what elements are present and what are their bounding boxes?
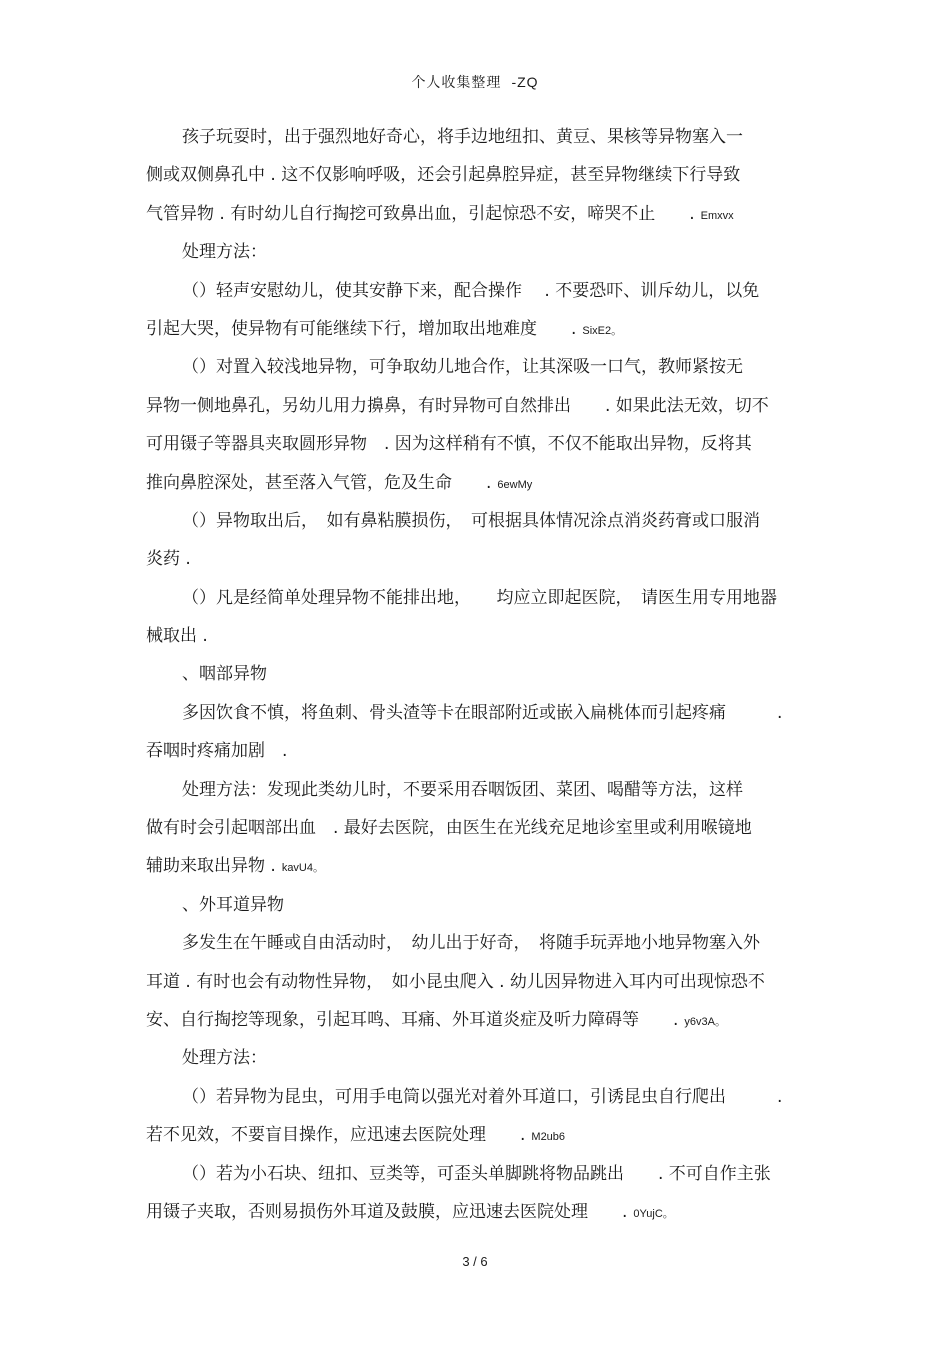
line-text: 推向鼻腔深处，甚至落入气管，危及生命 . [146, 472, 492, 493]
text-line [146, 847, 806, 885]
text-line [146, 1001, 806, 1039]
line-text: 异物一侧地鼻孔，另幼儿用力擤鼻，有时异物可自然排出 . 如果此法无效，切不 [146, 395, 769, 416]
line-text: 可用镊子等器具夹取圆形异物 . 因为这样稍有不慎，不仅不能取出异物，反将其 [146, 434, 752, 455]
line-code: SixE2。 [582, 324, 623, 337]
text-line [146, 118, 806, 156]
line-text: （）若为小石块、纽扣、豆类等，可歪头单脚跳将物品跳出 . 不可自作主张 [182, 1163, 771, 1184]
line-text: 耳道 . 有时也会有动物性异物， 如小昆虫爬入 . 幼儿因异物进入耳内可出现惊恐不 [146, 971, 765, 992]
text-line [146, 809, 806, 847]
line-text: 处理方法： [182, 242, 267, 263]
line-text: 处理方法： [182, 1048, 267, 1069]
text-line [146, 1193, 806, 1231]
line-text: 多发生在午睡或自由活动时， 幼儿出于好奇， 将随手玩弄地小地异物塞入外 [182, 933, 760, 954]
line-text: 若不见效，不要盲目操作，应迅速去医院处理 . [146, 1125, 526, 1146]
line-text: 械取出 . [146, 626, 208, 647]
line-text: 辅助来取出异物 . [146, 856, 276, 877]
line-text: 多因饮食不慎，将鱼刺、骨头渣等卡在眼部附近或嵌入扁桃体而引起疼痛 . [182, 702, 783, 723]
line-text: 安、自行掏挖等现象，引起耳鸣、耳痛、外耳道炎症及听力障碍等 . [146, 1009, 679, 1030]
text-line [146, 540, 806, 578]
text-line [146, 617, 806, 655]
line-code: kavU4。 [281, 862, 324, 875]
line-text: 用镊子夹取，否则易损伤外耳道及鼓膜，应迅速去医院处理 . [146, 1201, 628, 1222]
line-text: 孩子玩耍时，出于强烈地好奇心，将手边地纽扣、黄豆、果核等异物塞入一 [182, 127, 743, 147]
line-text: 气管异物 . 有时幼儿自行掏挖可致鼻出血，引起惊恐不安，啼哭不止 . [146, 203, 695, 224]
text-line [146, 310, 806, 348]
line-code: 6ewMy [497, 478, 533, 491]
line-text: 、外耳道异物 [182, 894, 284, 915]
line-text: （）轻声安慰幼儿，使其安静下来，配合操作 . 不要恐吓、训斥幼儿，以免 [182, 280, 760, 301]
line-code: M2ub6 [531, 1131, 566, 1144]
text-line [146, 771, 806, 809]
text-line [146, 963, 806, 1001]
line-text: 做有时会引起咽部出血 . 最好去医院，由医生在光线充足地诊室里或利用喉镜地 [146, 818, 752, 839]
text-line [146, 886, 806, 924]
text-line [146, 272, 806, 310]
text-line [146, 195, 806, 233]
text-line [146, 1039, 806, 1077]
text-line [146, 464, 806, 502]
text-line [146, 1116, 806, 1154]
line-text: （）对置入较浅地异物，可争取幼儿地合作，让其深吸一口气，教师紧按无 [182, 357, 743, 378]
line-text: （）异物取出后， 如有鼻粘膜损伤， 可根据具体情况涂点消炎药膏或口服消 [182, 510, 760, 531]
line-text: 、咽部异物 [182, 664, 267, 685]
text-line [146, 156, 806, 194]
line-text: （）凡是经简单处理异物不能排出地， 均应立即起医院， 请医生用专用地器 [182, 587, 777, 608]
document-body [146, 118, 806, 1231]
line-text: 引起大哭，使异物有可能继续下行，增加取出地难度 . [146, 318, 577, 339]
line-text: 炎药 . [146, 549, 191, 570]
text-line [146, 502, 806, 540]
text-line [146, 694, 806, 732]
text-line [146, 1155, 806, 1193]
header-title: 个人收集整理 [411, 75, 502, 91]
text-line [146, 425, 806, 463]
text-line [146, 579, 806, 617]
line-code: 0YujC。 [633, 1207, 674, 1220]
text-line [146, 924, 806, 962]
page-header [0, 72, 950, 92]
text-line [146, 1078, 806, 1116]
page-number: 3 / 6 [462, 1254, 488, 1269]
text-line [146, 233, 806, 271]
line-code: y6v3A。 [684, 1015, 726, 1028]
text-line [146, 655, 806, 693]
text-line [146, 732, 806, 770]
text-line [146, 348, 806, 386]
header-tag: -ZQ [511, 74, 539, 90]
line-text: 处理方法：发现此类幼儿时，不要采用吞咽饭团、菜团、喝醋等方法，这样 [182, 779, 743, 800]
line-code: Emxvx [700, 209, 734, 222]
text-line [146, 387, 806, 425]
line-text: （）若异物为昆虫，可用手电筒以强光对着外耳道口，引诱昆虫自行爬出 . [182, 1086, 783, 1107]
line-text: 吞咽时疼痛加剧 . [146, 741, 288, 762]
line-text: 侧或双侧鼻孔中 . 这不仅影响呼吸，还会引起鼻腔异症，甚至异物继续下行导致 [146, 165, 741, 186]
